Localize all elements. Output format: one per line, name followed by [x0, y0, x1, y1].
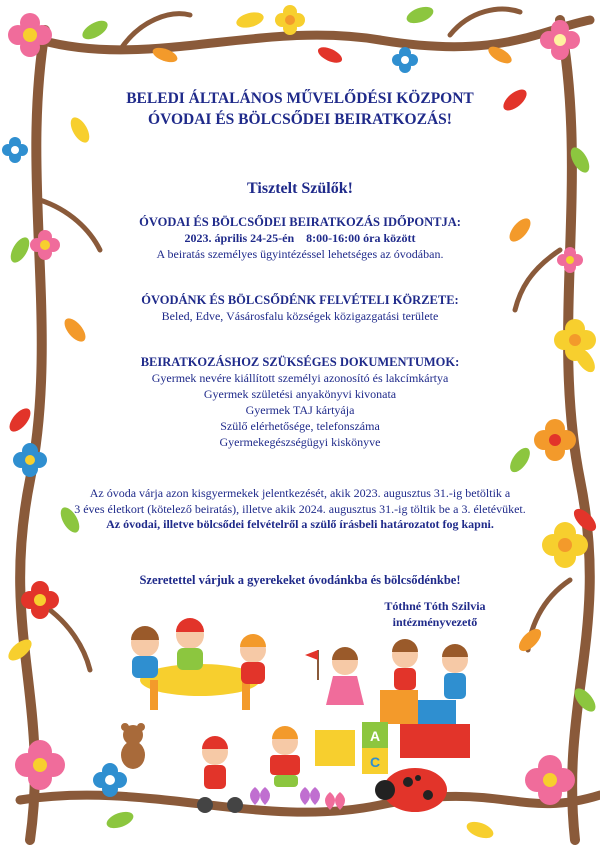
section3-heading: BEIRATKOZÁSHOZ SZÜKSÉGES DOKUMENTUMOK:: [140, 355, 460, 369]
section-enrollment-date: [70, 214, 530, 262]
section1-heading: ÓVODAI ÉS BÖLCSŐDEI BEIRATKOZÁS IDŐPONTJA:: [139, 215, 461, 229]
paragraph-line-2: 3 éves életkort (kötelező beiratás), illetve akik 2024. augusztus 31.-ig töltik be a 3. életévüket.: [74, 501, 526, 516]
document-item: Gyermek születési anyakönyvi kivonata: [203, 387, 397, 401]
section1-date: 2023. április 24-25-én 8:00-16:00 óra között: [184, 231, 416, 245]
paragraph-line-1: Az óvoda várja azon kisgyermekek jelentkezését, akik 2023. augusztus 31.-ig betöltik a: [89, 486, 511, 500]
section-documents: [70, 354, 530, 450]
svg-text:A: A: [369, 728, 381, 744]
document-item: Gyermekegészségügyi kiskönyve: [219, 435, 381, 449]
section2-text: Beled, Edve, Vásárosfalu községek közigazgatási területe: [161, 309, 439, 323]
greeting: Tisztelt Szülők!: [247, 180, 353, 197]
document-item: Gyermek nevére kiállított személyi azonosító és lakcímkártya: [151, 371, 449, 385]
header-line-1: BELEDI ÁLTALÁNOS MŰVELŐDÉSI KÖZPONT: [126, 90, 474, 107]
document-item: Szülő elérhetősége, telefonszáma: [220, 419, 380, 433]
signature-name: Tóthné Tóth Szilvia: [384, 599, 486, 613]
section-district: [70, 292, 530, 324]
document-item: Gyermek TAJ kártyája: [245, 403, 355, 417]
signature: [360, 598, 510, 630]
section2-heading: ÓVODÁNK ÉS BÖLCSŐDÉNK FELVÉTELI KÖRZETE:: [141, 293, 459, 307]
svg-text:C: C: [369, 754, 381, 770]
paragraph-bold: Az óvodai, illetve bölcsődei felvételről a szülő írásbeli határozatot fog kapni.: [106, 517, 494, 531]
signature-title: intézményvezető: [392, 615, 478, 629]
header-line-2: ÓVODAI ÉS BÖLCSŐDEI BEIRATKOZÁS!: [148, 111, 452, 128]
section1-note: A beiratás személyes ügyintézéssel lehetséges az óvodában.: [156, 247, 444, 261]
announcement-body: [70, 88, 530, 588]
info-paragraph: [60, 486, 540, 533]
closing-line: Szeretettel várjuk a gyerekeket óvodánkba és bölcsődénkbe!: [139, 572, 461, 587]
